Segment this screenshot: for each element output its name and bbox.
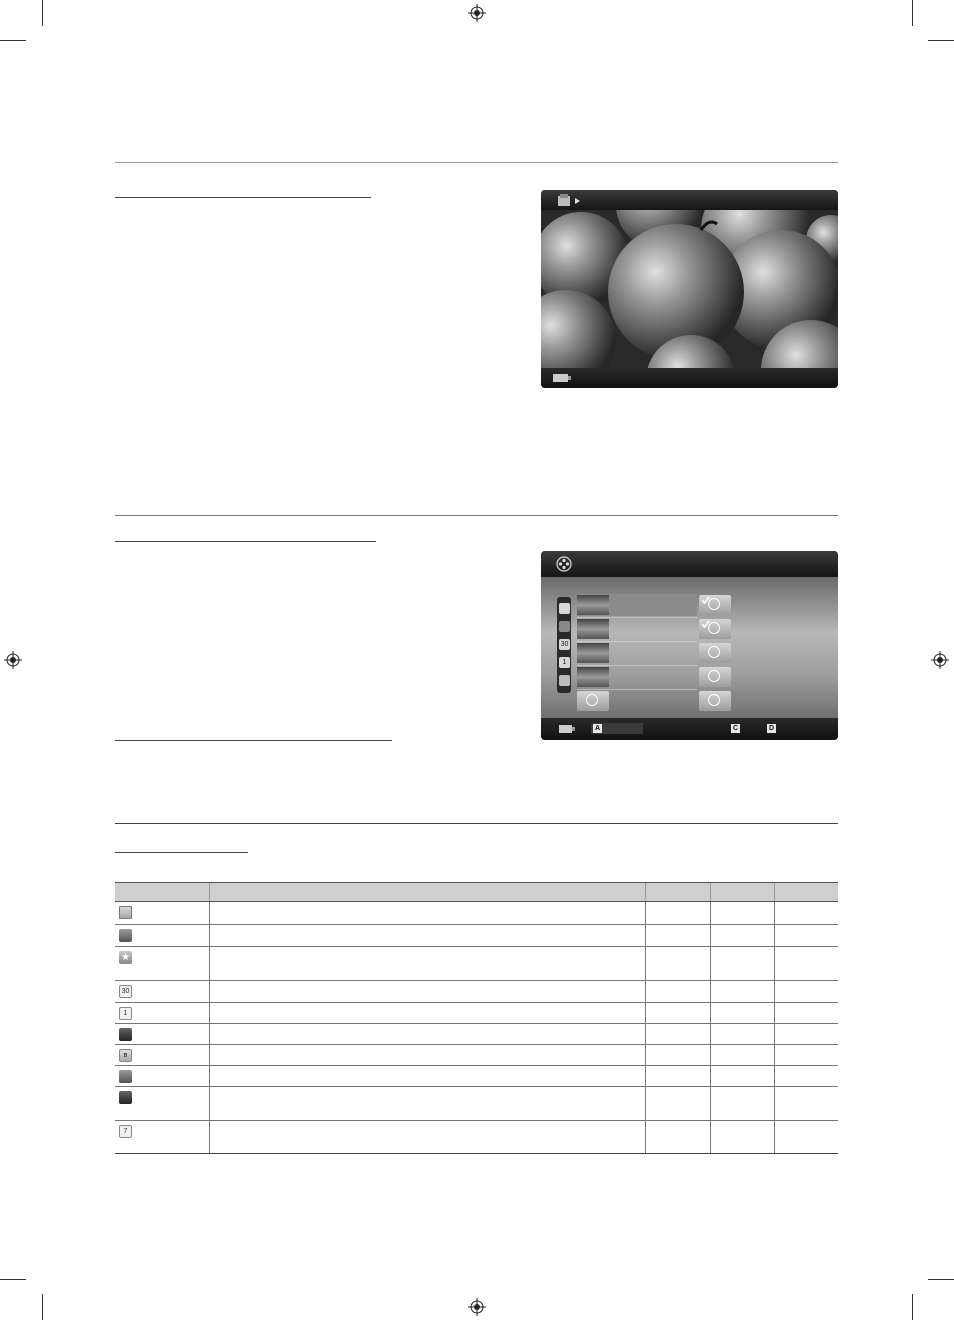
dark-folder-icon bbox=[119, 929, 132, 942]
film-reel-icon bbox=[708, 670, 720, 682]
row-divider bbox=[577, 641, 697, 642]
table-header bbox=[115, 883, 838, 902]
video-tile[interactable] bbox=[699, 691, 731, 711]
crop-mark bbox=[0, 40, 26, 41]
viewer-bottom-bar bbox=[541, 368, 838, 388]
tag-icon bbox=[119, 1070, 132, 1083]
table-row bbox=[115, 1087, 838, 1121]
table-row bbox=[115, 1024, 838, 1045]
table-header-cell bbox=[774, 883, 838, 902]
section-divider bbox=[115, 515, 838, 516]
calendar-1-icon[interactable]: 1 bbox=[559, 657, 570, 668]
registration-mark-icon bbox=[468, 4, 486, 22]
table-row bbox=[115, 1066, 838, 1087]
registration-mark-icon bbox=[931, 651, 949, 669]
bluetooth-icon: ʙ bbox=[119, 1049, 132, 1062]
crop-mark bbox=[42, 0, 43, 26]
apples-illustration bbox=[541, 210, 838, 368]
video-thumbnail[interactable] bbox=[577, 619, 609, 639]
table-header-cell bbox=[115, 883, 210, 902]
remote-control-icon bbox=[559, 724, 575, 734]
table-row bbox=[115, 902, 838, 925]
crop-mark bbox=[912, 0, 913, 26]
photo-viewer-screen bbox=[541, 190, 838, 388]
dark-square-icon bbox=[119, 1091, 132, 1104]
table-row bbox=[115, 925, 838, 947]
checkmark-icon bbox=[701, 620, 710, 629]
crop-mark bbox=[912, 1294, 913, 1320]
person-icon[interactable] bbox=[559, 675, 570, 686]
list-bottom-bar bbox=[541, 718, 838, 740]
heading-underline bbox=[115, 541, 376, 542]
dark-folder-icon[interactable] bbox=[559, 621, 570, 632]
film-reel-icon bbox=[556, 556, 572, 572]
apples-photo bbox=[541, 210, 838, 368]
heading-underline bbox=[115, 197, 371, 198]
folder-icon bbox=[119, 906, 132, 919]
registration-mark-icon bbox=[4, 651, 22, 669]
film-reel-icon bbox=[586, 694, 598, 706]
video-list-screen bbox=[541, 551, 838, 740]
crop-mark bbox=[42, 1294, 43, 1320]
table-row bbox=[115, 947, 838, 981]
heading-underline bbox=[115, 852, 248, 853]
remote-control-icon bbox=[553, 373, 571, 383]
video-tile[interactable] bbox=[699, 643, 731, 663]
table-row bbox=[115, 1045, 838, 1066]
calendar-week-icon: 7 bbox=[119, 1125, 132, 1138]
heading-underline bbox=[115, 740, 392, 741]
section-divider bbox=[115, 823, 838, 824]
button-c[interactable]: C bbox=[732, 725, 739, 732]
person-icon bbox=[119, 1028, 132, 1041]
calendar-1-icon: 1 bbox=[119, 1007, 132, 1020]
film-reel-icon bbox=[708, 694, 720, 706]
folder-icon[interactable] bbox=[559, 603, 570, 614]
table-row bbox=[115, 981, 838, 1003]
crop-mark bbox=[928, 40, 954, 41]
crop-mark bbox=[928, 1279, 954, 1280]
crop-mark bbox=[0, 1279, 26, 1280]
photo-folder-icon bbox=[557, 193, 571, 207]
table-header-cell bbox=[710, 883, 774, 902]
row-divider bbox=[577, 617, 697, 618]
button-a[interactable]: A bbox=[594, 725, 601, 732]
video-placeholder-tile[interactable] bbox=[577, 691, 609, 711]
registration-mark-icon bbox=[468, 1298, 486, 1316]
calendar-30-icon[interactable]: 30 bbox=[560, 641, 569, 648]
table-row bbox=[115, 1121, 838, 1154]
video-thumbnail[interactable] bbox=[577, 595, 609, 615]
checkmark-icon bbox=[701, 596, 710, 605]
calendar-30-icon: 30 bbox=[119, 985, 132, 998]
video-thumbnail[interactable] bbox=[577, 643, 609, 663]
section-divider bbox=[115, 162, 838, 163]
table-row bbox=[115, 1003, 838, 1024]
row-divider bbox=[577, 665, 697, 666]
button-d[interactable]: D bbox=[768, 725, 775, 732]
row-divider bbox=[577, 689, 697, 690]
star-icon: ★ bbox=[119, 951, 132, 964]
table-header-cell bbox=[646, 883, 710, 902]
list-top-bar bbox=[541, 551, 838, 577]
viewer-top-bar bbox=[541, 190, 838, 210]
table-header-cell bbox=[210, 883, 646, 902]
film-reel-icon bbox=[708, 646, 720, 658]
icon-table bbox=[115, 882, 838, 1154]
play-arrow-icon bbox=[575, 198, 580, 204]
video-thumbnail[interactable] bbox=[577, 667, 609, 687]
video-tile[interactable] bbox=[699, 667, 731, 687]
